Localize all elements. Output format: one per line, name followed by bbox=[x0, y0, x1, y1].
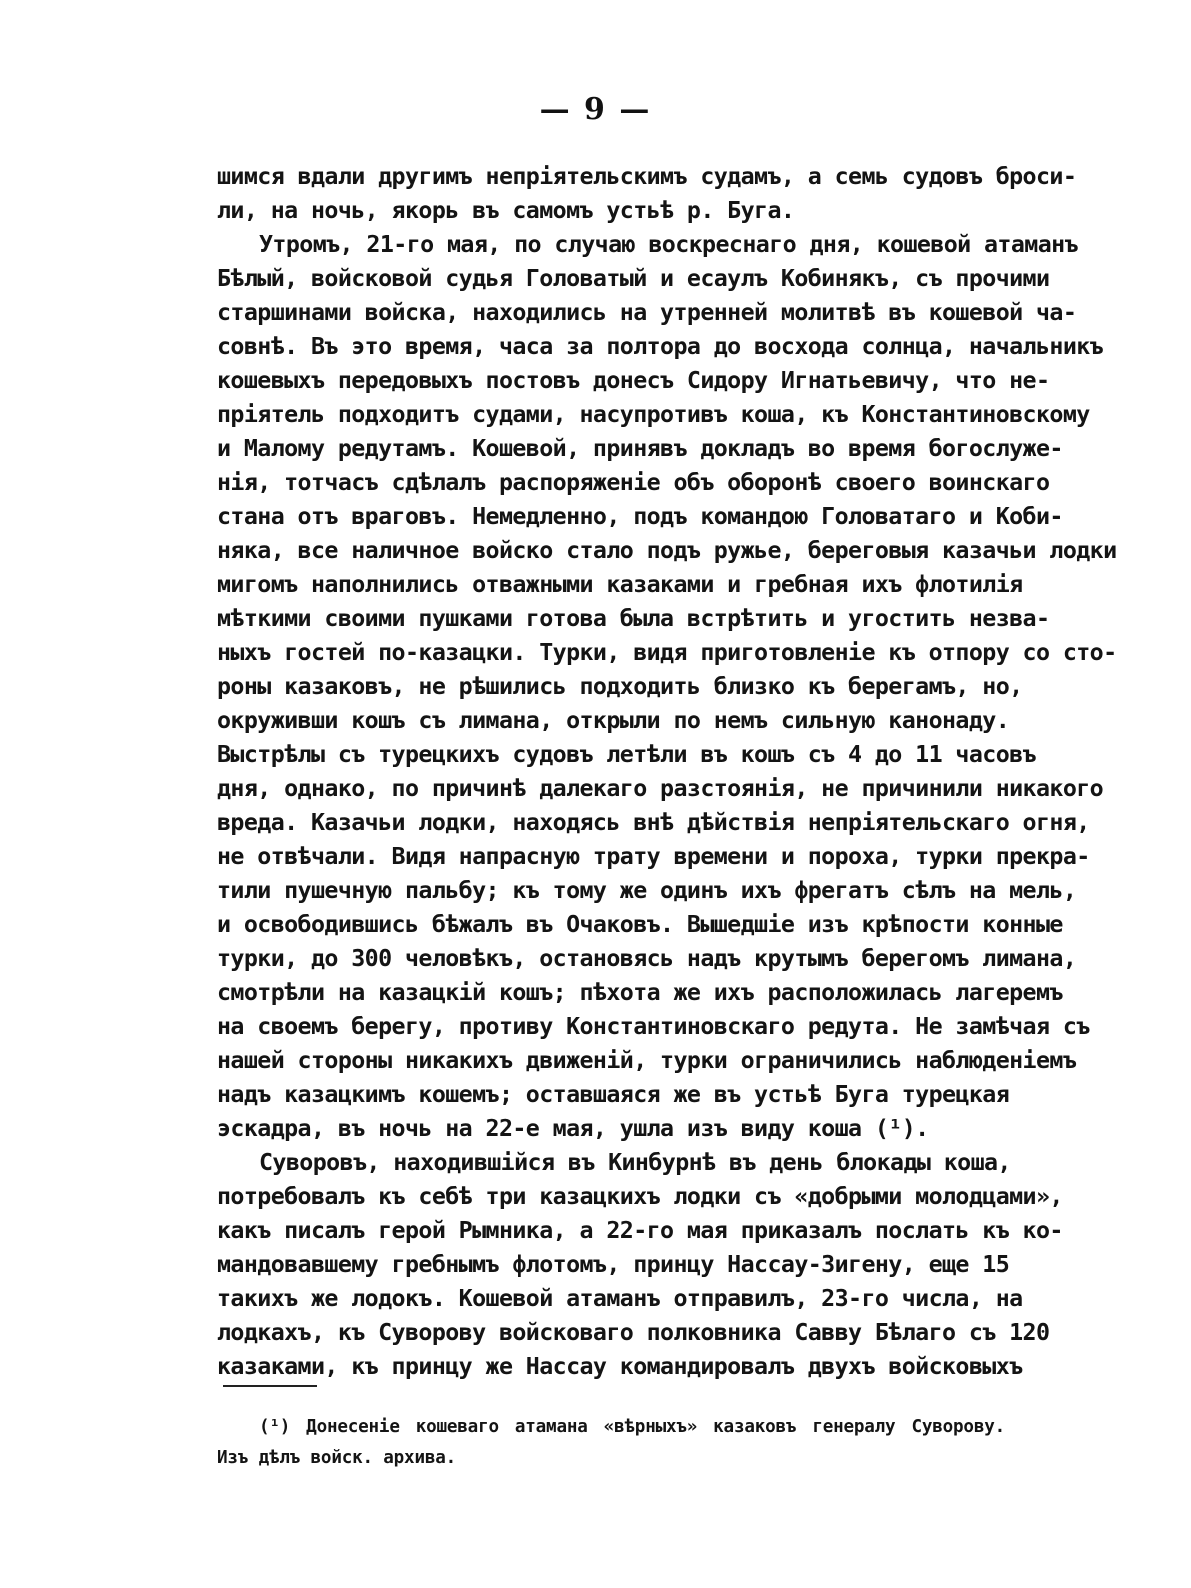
text-line: такихъ же лодокъ. Кошевой атаманъ отправилъ, 23-го числа, на bbox=[217, 1285, 1023, 1312]
text-line: лодкахъ, къ Суворову войсковаго полковника Савву Бѣлаго съ 120 bbox=[217, 1319, 1050, 1346]
text-line: Бѣлый, войсковой судья Головатый и есаулъ Кобинякъ, съ прочими bbox=[217, 265, 1050, 292]
footnote bbox=[217, 1412, 1005, 1474]
text-line: надъ казацкимъ кошемъ; оставшаяся же въ устьѣ Буга турецкая bbox=[217, 1081, 1010, 1108]
text-line: эскадра, въ ночь на 22-е мая, ушла изъ виду коша (¹). bbox=[217, 1115, 929, 1142]
text-line: турки, до 300 человѣкъ, остановясь надъ крутымъ берегомъ лимана, bbox=[217, 945, 1077, 972]
text-line: роны казаковъ, не рѣшились подходить близко къ берегамъ, но, bbox=[217, 673, 1023, 700]
text-line: мигомъ наполнились отважными казаками и гребная ихъ флотилія bbox=[217, 571, 1023, 598]
text-line: ныхъ гостей по-казацки. Турки, видя приготовленіе къ отпору со сто- bbox=[217, 639, 1117, 666]
page-number: — 9 — bbox=[539, 92, 652, 127]
text-line: тили пушечную пальбу; къ тому же одинъ ихъ фрегатъ сѣлъ на мель, bbox=[217, 877, 1077, 904]
text-line: потребовалъ къ себѣ три казацкихъ лодки съ «добрыми молодцами», bbox=[217, 1183, 1063, 1210]
text-line: нія, тотчасъ сдѣлалъ распоряженіе объ оборонѣ своего воинскаго bbox=[217, 469, 1050, 496]
text-line: смотрѣли на казацкій кошъ; пѣхота же ихъ расположилась лагеремъ bbox=[217, 979, 1063, 1006]
text-line: Выстрѣлы съ турецкихъ судовъ летѣли въ кошъ съ 4 до 11 часовъ bbox=[217, 741, 1036, 768]
text-line: казаками, къ принцу же Нассау командировалъ двухъ войсковыхъ bbox=[217, 1353, 1023, 1380]
text-line: какъ писалъ герой Рымника, а 22-го мая приказалъ послать къ ко- bbox=[217, 1217, 1063, 1244]
footnote-divider bbox=[223, 1385, 317, 1387]
text-line: дня, однако, по причинѣ далекаго разстоянія, не причинили никакого bbox=[217, 775, 1104, 802]
text-line: вреда. Казачьи лодки, находясь внѣ дѣйствія непріятельскаго огня, bbox=[217, 809, 1090, 836]
text-line: ли, на ночь, якорь въ самомъ устьѣ р. Буга. bbox=[217, 197, 795, 224]
text-line: мѣткими своими пушками готова была встрѣтить и угостить незва- bbox=[217, 605, 1050, 632]
text-line: кошевыхъ передовыхъ постовъ донесъ Сидору Игнатьевичу, что не- bbox=[217, 367, 1050, 394]
text-line: стана отъ враговъ. Немедленно, подъ командою Головатаго и Коби- bbox=[217, 503, 1063, 530]
text-line: мандовавшему гребнымъ флотомъ, принцу Нассау-Зигену, еще 15 bbox=[217, 1251, 1010, 1278]
body-text bbox=[217, 160, 1117, 1384]
text-line: нашей стороны никакихъ движеній, турки ограничились наблюденіемъ bbox=[217, 1047, 1077, 1074]
text-line: няка, все наличное войско стало подъ ружье, береговыя казачьи лодки bbox=[217, 537, 1117, 564]
text-line: старшинами войска, находились на утренней молитвѣ въ кошевой ча- bbox=[217, 299, 1077, 326]
paragraph-start-line: Суворовъ, находившійся въ Кинбурнѣ въ день блокады коша, bbox=[259, 1149, 1011, 1176]
text-line: не отвѣчали. Видя напрасную трату времени и пороха, турки прекра- bbox=[217, 843, 1090, 870]
text-line: и освободившись бѣжалъ въ Очаковъ. Вышедшіе изъ крѣпости конные bbox=[217, 911, 1063, 938]
text-line: пріятель подходитъ судами, насупротивъ коша, къ Константиновскому bbox=[217, 401, 1090, 428]
text-line: на своемъ берегу, противу Константиновскаго редута. Не замѣчая съ bbox=[217, 1013, 1090, 1040]
paragraph-start-line: Утромъ, 21-го мая, по случаю воскреснаго дня, кошевой атаманъ bbox=[259, 231, 1078, 258]
text-line: совнѣ. Въ это время, часа за полтора до восхода солнца, начальникъ bbox=[217, 333, 1104, 360]
footnote-line: Изъ дѣлъ войск. архива. bbox=[217, 1448, 457, 1468]
footnote-line: (¹) Донесеніе кошеваго атамана «вѣрныхъ» казаковъ генералу Суворову. bbox=[259, 1417, 1005, 1437]
text-line: шимся вдали другимъ непріятельскимъ судамъ, а семь судовъ броси- bbox=[217, 163, 1077, 190]
text-line: окруживши кошъ съ лимана, открыли по немъ сильную канонаду. bbox=[217, 707, 1010, 734]
text-line: и Малому редутамъ. Кошевой, принявъ докладъ во время богослуже- bbox=[217, 435, 1063, 462]
